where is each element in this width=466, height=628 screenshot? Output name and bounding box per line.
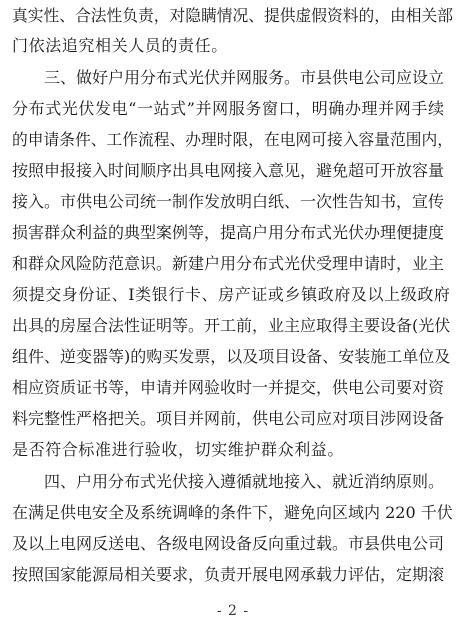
text-line: 的申请条件、工作流程、办理时限，在电网可接入容量范围内， [12,130,453,149]
text-line: 料完整性严格把关。项目并网前，供电公司应对项目涉网设备 [12,409,445,428]
section-heading-line: 三、做好户用分布式光伏并网服务。市县供电公司应设立 [44,68,445,87]
section-heading-line: 四、户用分布式光伏接入遵循就地接入、就近消纳原则。 [44,472,445,491]
text-line: 接入。市供电公司统一制作发放明白纸、一次性告知书，宣传 [12,192,445,211]
text-line: 按照国家能源局相关要求，负责开展电网承载力评估，定期滚 [12,565,445,584]
text-line: 出具的房屋合法性证明等。开工前，业主应取得主要设备(光伏 [12,316,451,335]
page-number: - 2 - [216,603,250,619]
text-line: 在满足供电安全及系统调峰的条件下，避免向区域内 220 千伏 [12,503,453,522]
text-line: 是否符合标准进行验收，切实维护群众利益。 [12,440,345,459]
text-line: 和群众风险防范意识。新建户用分布式光伏受理申请时，业主 [12,254,445,273]
text-line: 门依法追究相关人员的责任。 [12,36,228,55]
text-line: 按照申报接入时间顺序出具电网接入意见，避免超可开放容量 [12,161,445,180]
text-line: 须提交身份证、Ⅰ类银行卡、房产证或乡镇政府及以上级政府 [12,285,451,304]
text-line: 损害群众利益的典型案例等，提高户用分布式光伏办理便捷度 [12,223,445,242]
text-line: 分布式光伏发电“一站式”并网服务窗口，明确办理并网手续 [12,99,445,118]
text-line: 及以上电网反送电、各级电网设备反向重过载。市县供电公司 [12,534,445,553]
text-line: 组件、逆变器等)的购买发票，以及项目设备、安装施工单位及 [12,347,451,366]
text-line: 相应资质证书等，申请并网验收时一并提交，供电公司要对资 [12,378,445,397]
text-line: 真实性、合法性负责，对隐瞒情况、提供虚假资料的，由相关部 [12,6,453,25]
